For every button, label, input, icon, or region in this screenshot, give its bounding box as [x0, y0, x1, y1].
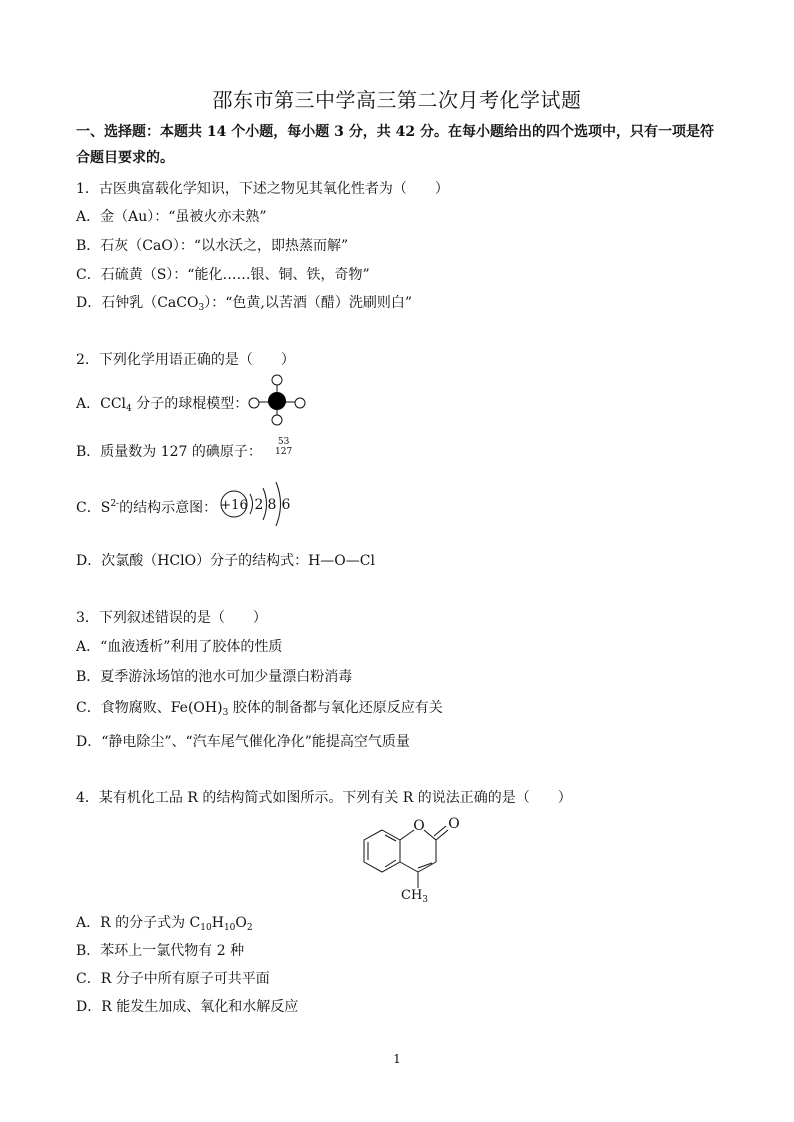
- shell-3-electrons: 6: [281, 497, 291, 513]
- q4-option-c: C．R 分子中所有原子可共平面: [76, 971, 270, 987]
- q3-option-b: B．夏季游泳场馆的池水可加少量漂白粉消毒: [76, 669, 353, 685]
- q1-option-c: C．石硫黄（S）：“能化……银、铜、铁，奇物”: [76, 267, 370, 283]
- coumarin-structure-diagram: [330, 808, 470, 906]
- shell-1-electrons: 2: [254, 497, 264, 513]
- q1-option-d: D．石钟乳（CaCO$_3$）：“色黄,以苦酒（醋）洗刷则白”: [76, 295, 412, 313]
- q3-option-c: C．食物腐败、$Fe(OH)_3$ 胶体的制备都与氧化还原反应有关: [76, 700, 443, 718]
- q4-stem: 4．某有机化工品 R 的结构简式如图所示。下列有关 R 的说法正确的是（ ）: [76, 790, 572, 806]
- iodine-isotope-notation: 53 127: [275, 437, 293, 457]
- q1-option-a: A．金（Au）：“虽被火亦未熟”: [76, 209, 267, 225]
- shell-2-electrons: 8: [267, 497, 277, 513]
- page-title: 邵东市第三中学高三第二次月考化学试题: [212, 88, 582, 112]
- sulfide-ion-structure-diagram: [216, 476, 296, 532]
- ring-oxygen-label: O: [413, 818, 425, 834]
- q2-stem: 2．下列化学用语正确的是（ ）: [76, 352, 295, 368]
- page-number: 1: [393, 1052, 401, 1066]
- q3-option-a: A．“血液透析”利用了胶体的性质: [76, 639, 283, 655]
- section-instructions: 一、选择题：本题共 14 个小题，每小题 3 分，共 42 分。在每小题给出的四个选项中，只有一项是符合题目要求的。: [76, 124, 714, 166]
- q2-option-c: C．$S^{2-}$的结构示意图：: [76, 499, 218, 516]
- q2-option-d: D．次氯酸（HClO）分子的结构式：H—O—Cl: [76, 553, 375, 569]
- q4-option-a: A．R 的分子式为 $C_{10}H_{10}O_2$: [76, 915, 253, 933]
- q3-stem: 3．下列叙述错误的是（ ）: [76, 610, 267, 626]
- carbonyl-oxygen-label: O: [448, 816, 460, 832]
- q4-option-b: B．苯环上一氯代物有 2 种: [76, 943, 245, 959]
- q1-stem: 1．古医典富载化学知识，下述之物见其氧化性者为（ ）: [76, 181, 449, 197]
- q4-option-d: D．R 能发生加成、氧化和水解反应: [76, 999, 299, 1015]
- q2-option-b: B．质量数为 127 的碘原子：: [76, 444, 262, 460]
- q3-option-d: D．“静电除尘”、“汽车尾气催化净化”能提高空气质量: [76, 734, 410, 750]
- ccl4-ball-stick-model: [246, 373, 308, 427]
- q1-option-b: B．石灰（CaO）：“以水沃之，即热蒸而解”: [76, 238, 349, 254]
- q2-option-a: A．CCl$_4$ 分子的球棍模型：: [76, 396, 249, 414]
- nucleus-label: +16: [220, 498, 248, 513]
- methyl-label: $CH_3$: [401, 888, 429, 905]
